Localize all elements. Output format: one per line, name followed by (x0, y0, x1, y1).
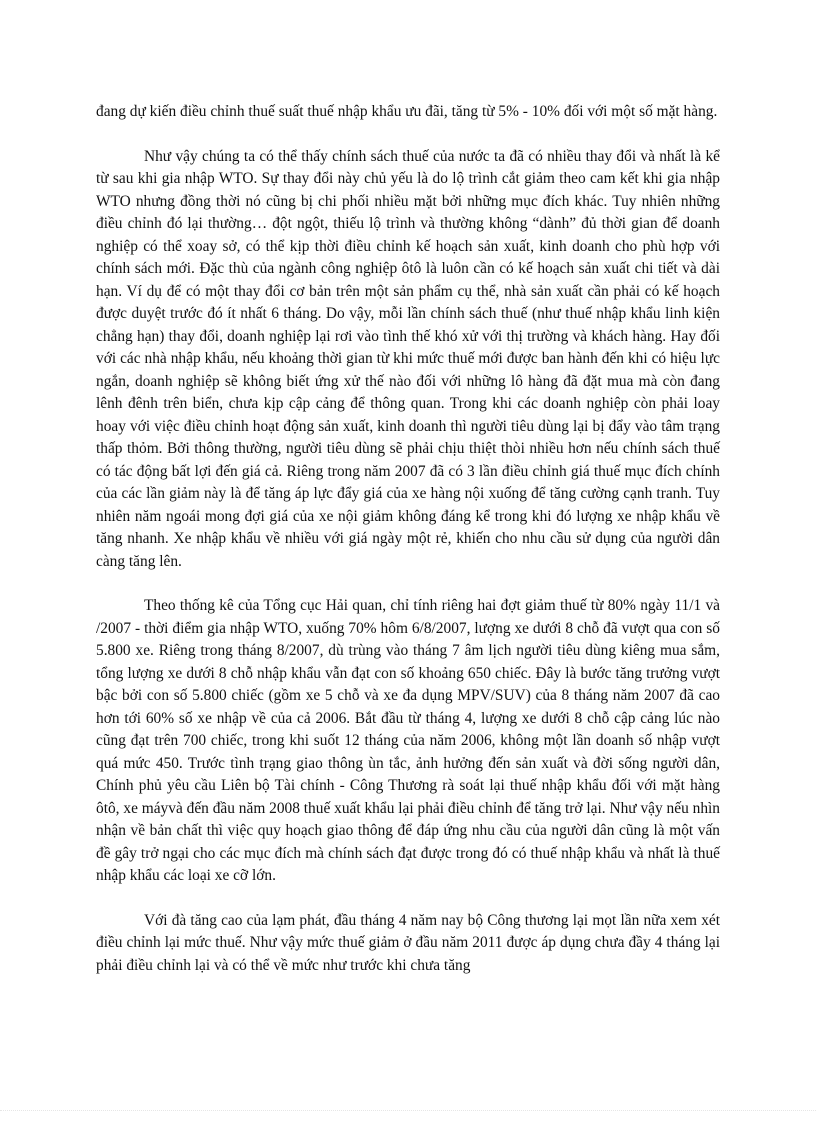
paragraph-continuation: đang dự kiến điều chỉnh thuế suất thuế nhập khẩu ưu đãi, tăng từ 5% - 10% đối với một số mặt hàng. (96, 103, 718, 120)
paragraph-inflation: Với đà tăng cao của lạm phát, đầu tháng 4 năm nay bộ Công thương lại mọt lần nữa xem xét điều chỉnh lại mức thuế. Như vậy mức thuế giảm ở đầu năm 2011 được áp dụng chưa đầy 4 tháng lại phải điều chỉnh lại và có thể về mức như trước khi chưa tăng (96, 911, 720, 974)
document-body (96, 101, 720, 999)
page-bottom-divider (0, 1110, 816, 1111)
paragraph-customs-statistics: Theo thống kê của Tổng cục Hải quan, chỉ tính riêng hai đợt giảm thuế từ 80% ngày 11/1 và /2007 - thời điểm gia nhập WTO, xuống 70% hôm 6/8/2007, lượng xe dưới 8 chỗ đã vượt qua con số 5.800 xe. Riêng trong tháng 8/2007, dù trùng vào tháng 7 âm lịch người tiêu dùng kiêng mua sắm, tổng lượng xe dưới 8 chỗ nhập khẩu vẫn đạt con số khoảng 650 chiếc. Đây là bước tăng trưởng vượt bậc bởi con số 5.800 chiếc (gồm xe 5 chỗ và xe đa dụng MPV/SUV) của 8 tháng năm 2007 đã cao hơn tới 60% số xe nhập về của cả 2006. Bắt đầu từ tháng 4, lượng xe dưới 8 chỗ cập cảng lúc nào cũng đạt trên 700 chiếc, trong khi suốt 12 tháng của năm 2006, không một lần doanh số nhập vượt quá mức 450. Trước tình trạng giao thông ùn tắc, ảnh hưởng đến sản xuất và đời sống người dân, Chính phủ yêu cầu Liên bộ Tài chính - Công Thương rà soát lại thuế nhập khẩu đối với mặt hàng ôtô, xe máyvà đến đầu năm 2008 thuế xuất khẩu lại phải điều chỉnh để tăng trở lại. Như vậy nếu nhìn nhận về bản chất thì việc quy hoạch giao thông để đáp ứng nhu cầu của người dân cũng là một vấn đề gây trở ngại cho các mục đích mà chính sách đạt được trong đó có thuế nhập khẩu và nhất là thuế nhập khẩu các loại xe cỡ lớn. (96, 597, 720, 884)
paragraph-tax-policy-changes: Như vậy chúng ta có thể thấy chính sách thuế của nước ta đã có nhiều thay đổi và nhất là kể từ sau khi gia nhập WTO. Sự thay đổi này chủ yếu là do lộ trình cắt giảm theo cam kết khi gia nhập WTO nhưng đồng thời nó cũng bị chi phối nhiều mặt bởi những mục đích khác. Tuy nhiên những điều chỉnh đó lại thường… đột ngột, thiếu lộ trình và thường không “dành” đủ thời gian để doanh nghiệp có thể xoay sở, có thể kịp thời điều chỉnh kế hoạch sản xuất, kinh doanh cho phù hợp với chính sách mới. Đặc thù của ngành công nghiệp ôtô là luôn cần có kế hoạch sản xuất chi tiết và dài hạn. Ví dụ để có một thay đổi cơ bản trên một sản phẩm cụ thể, nhà sản xuất cần phải có kế hoạch được duyệt trước đó ít nhất 6 tháng. Do vậy, mỗi lần chính sách thuế (như thuế nhập khẩu linh kiện chẳng hạn) thay đổi, doanh nghiệp lại rơi vào tình thế khó xử với thị trường và khách hàng. Hay đối với các nhà nhập khẩu, nếu khoảng thời gian từ khi mức thuế mới được ban hành đến khi có hiệu lực ngắn, doanh nghiệp sẽ không biết ứng xử thế nào đối với những lô hàng đã đặt mua mà còn đang lênh đênh trên biển, chưa kịp cập cảng để thông quan. Trong khi các doanh nghiệp còn phải loay hoay với việc điều chỉnh hoạt động sản xuất, kinh doanh thì người tiêu dùng lại bị đẩy vào tâm trạng thấp thỏm. Bởi thông thường, người tiêu dùng sẽ phải chịu thiệt thòi nhiều hơn nếu chính sách thuế có tác động bất lợi đến giá cả. Riêng trong năm 2007 đã có 3 lần điều chỉnh giá thuế mục đích chính của các lần giảm này là để tăng áp lực đẩy giá của xe hàng nội xuống để tăng cường cạnh tranh. Tuy nhiên năm ngoái mong đợi giá của xe nội giảm không đáng kể trong khi đó lượng xe nhập khẩu về tăng nhanh. Xe nhập khẩu về nhiều với giá ngày một rẻ, khiến cho nhu cầu sử dụng của người dân càng tăng lên. (96, 147, 720, 570)
